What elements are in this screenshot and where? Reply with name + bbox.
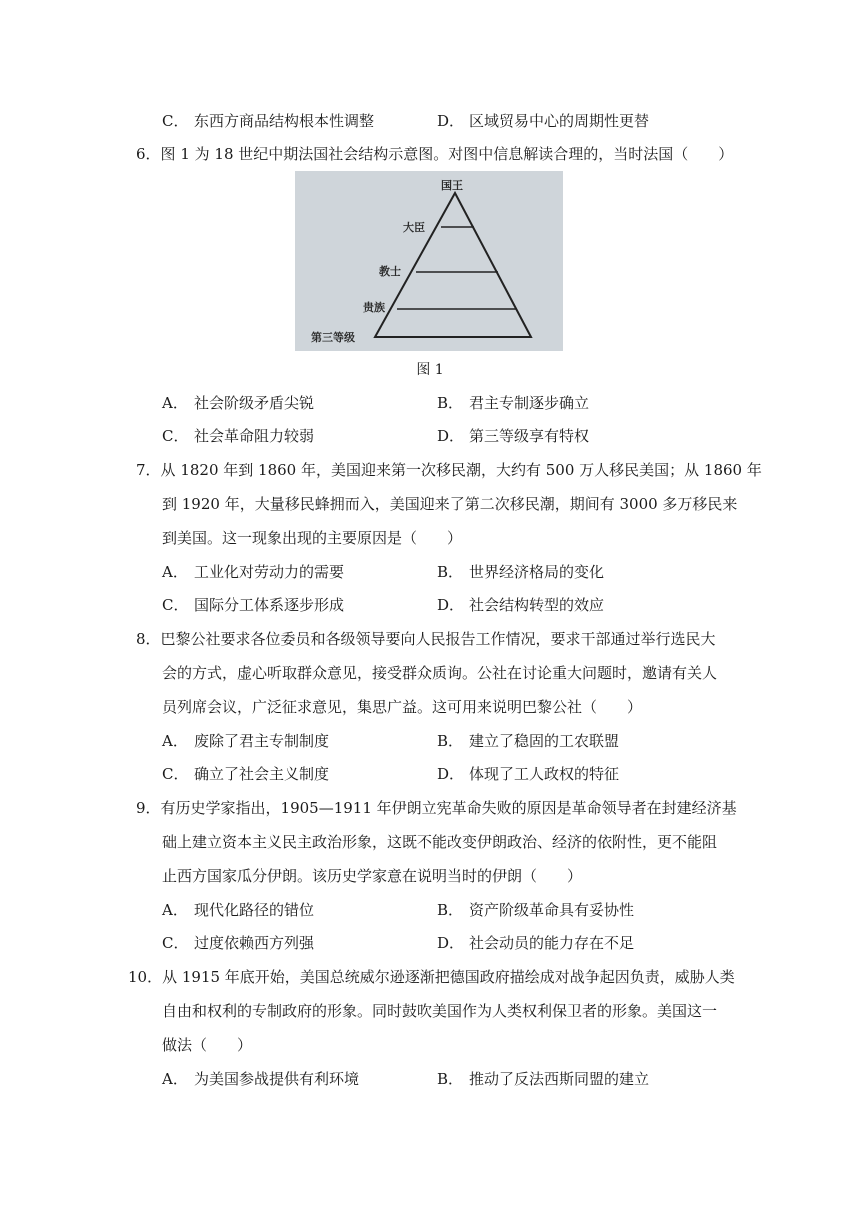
q7-stem-line-3: 到美国。这一现象出现的主要原因是（ ）: [162, 529, 463, 547]
option-text: 社会动员的能力存在不足: [469, 934, 635, 952]
q6-stem-line-1: [136, 144, 733, 164]
option-text: 世界经济格局的变化: [469, 563, 605, 581]
q8-option-c[interactable]: [162, 764, 329, 784]
q9-option-b[interactable]: [437, 900, 634, 920]
label-third-estate: 第三等级: [311, 331, 355, 344]
option-text: 社会结构转型的效应: [469, 596, 605, 614]
q9-stem-line-2: 础上建立资本主义民主政治形象，这既不能改变伊朗政治、经济的依附性，更不能阻: [162, 833, 718, 851]
option-letter: C．: [162, 765, 189, 783]
q10-stem-line-3: 做法（ ）: [162, 1036, 253, 1054]
question-number: 6．: [136, 145, 161, 163]
option-text: 推动了反法西斯同盟的建立: [469, 1070, 650, 1088]
label-clergy: 教士: [379, 265, 401, 278]
option-text: 废除了君主专制制度: [194, 732, 330, 750]
q8-stem-line-2: 会的方式，虚心听取群众意见，接受群众质询。公社在讨论重大问题时，邀请有关人: [162, 664, 718, 682]
q9-option-a[interactable]: [162, 900, 314, 920]
option-letter: C．: [162, 596, 189, 614]
figure-caption: 图 1: [416, 362, 444, 378]
option-letter: B．: [437, 394, 464, 412]
option-letter: B．: [437, 732, 464, 750]
question-number: 9．: [136, 799, 161, 817]
q7-option-b[interactable]: [437, 562, 604, 582]
q10-option-b[interactable]: [437, 1069, 649, 1089]
q9-stem-line-1: [136, 798, 737, 818]
q10-option-a[interactable]: [162, 1069, 359, 1089]
option-letter: B．: [437, 1070, 464, 1088]
option-letter: D．: [437, 427, 465, 445]
question-text: 图 1 为 18 世纪中期法国社会结构示意图。对图中信息解读合理的，当时法国（ ）: [160, 145, 734, 163]
option-letter: A．: [162, 1070, 188, 1088]
q6-option-a[interactable]: [162, 393, 314, 413]
q7-option-d[interactable]: [437, 595, 604, 615]
question-number: 10．: [128, 968, 163, 986]
option-text: 体现了工人政权的特征: [469, 765, 620, 783]
q9-option-d[interactable]: [437, 933, 634, 953]
question-text: 从 1820 年到 1860 年，美国迎来第一次移民潮，大约有 500 万人移民美国；从 1860 年: [160, 461, 762, 479]
option-text: 资产阶级革命具有妥协性: [469, 901, 635, 919]
option-letter: A．: [162, 563, 188, 581]
q7-option-a[interactable]: [162, 562, 344, 582]
label-king: 国王: [441, 179, 463, 192]
option-text: 过度依赖西方列强: [194, 934, 315, 952]
q7-stem-line-2: 到 1920 年，大量移民蜂拥而入，美国迎来了第二次移民潮，期间有 3000 多万移民来: [162, 495, 738, 513]
q10-stem-line-1: [128, 967, 735, 987]
option-text: 现代化路径的错位: [194, 901, 315, 919]
q9-stem-line-3: 止西方国家瓜分伊朗。该历史学家意在说明当时的伊朗（ ）: [162, 867, 583, 885]
q8-option-d[interactable]: [437, 764, 619, 784]
q10-stem-line-2: 自由和权利的专制政府的形象。同时鼓吹美国作为人类权利保卫者的形象。美国这一: [162, 1002, 718, 1020]
q9-option-c[interactable]: [162, 933, 314, 953]
option-letter: A．: [162, 394, 188, 412]
q5-option-d[interactable]: [437, 111, 649, 131]
option-text: 东西方商品结构根本性调整: [194, 112, 375, 130]
option-text: 确立了社会主义制度: [194, 765, 330, 783]
option-text: 工业化对劳动力的需要: [194, 563, 345, 581]
pyramid-diagram: [295, 171, 563, 351]
option-letter: C．: [162, 112, 189, 130]
option-letter: C．: [162, 427, 189, 445]
question-number: 8．: [136, 630, 161, 648]
social-structure-figure: [295, 171, 563, 351]
option-text: 社会革命阻力较弱: [194, 427, 315, 445]
q7-stem-line-1: [136, 460, 762, 480]
q8-option-b[interactable]: [437, 731, 619, 751]
question-number: 7．: [136, 461, 161, 479]
option-text: 为美国参战提供有利环境: [194, 1070, 360, 1088]
option-letter: B．: [437, 901, 464, 919]
q8-option-a[interactable]: [162, 731, 329, 751]
q6-option-b[interactable]: [437, 393, 589, 413]
option-letter: C．: [162, 934, 189, 952]
q8-stem-line-1: [136, 629, 716, 649]
q8-stem-line-3: 员列席会议，广泛征求意见，集思广益。这可用来说明巴黎公社（ ）: [162, 698, 643, 716]
option-text: 君主专制逐步确立: [469, 394, 590, 412]
option-letter: A．: [162, 732, 188, 750]
q6-option-c[interactable]: [162, 426, 314, 446]
label-minister: 大臣: [403, 221, 425, 234]
option-letter: A．: [162, 901, 188, 919]
option-text: 建立了稳固的工农联盟: [469, 732, 620, 750]
option-letter: D．: [437, 596, 465, 614]
q5-option-c[interactable]: [162, 111, 374, 131]
option-text: 社会阶级矛盾尖锐: [194, 394, 315, 412]
question-text: 有历史学家指出，1905—1911 年伊朗立宪革命失败的原因是革命领导者在封建经济基: [160, 799, 737, 817]
option-text: 国际分工体系逐步形成: [194, 596, 345, 614]
option-letter: D．: [437, 112, 465, 130]
option-letter: D．: [437, 765, 465, 783]
option-letter: B．: [437, 563, 464, 581]
label-nobility: 贵族: [363, 301, 385, 314]
q6-option-d[interactable]: [437, 426, 589, 446]
question-text: 巴黎公社要求各位委员和各级领导要向人民报告工作情况，要求干部通过举行选民大: [160, 630, 716, 648]
option-letter: D．: [437, 934, 465, 952]
q7-option-c[interactable]: [162, 595, 344, 615]
option-text: 区域贸易中心的周期性更替: [469, 112, 650, 130]
option-text: 第三等级享有特权: [469, 427, 590, 445]
question-text: 从 1915 年底开始，美国总统威尔逊逐渐把德国政府描绘成对战争起因负责，威胁人类: [162, 968, 735, 986]
